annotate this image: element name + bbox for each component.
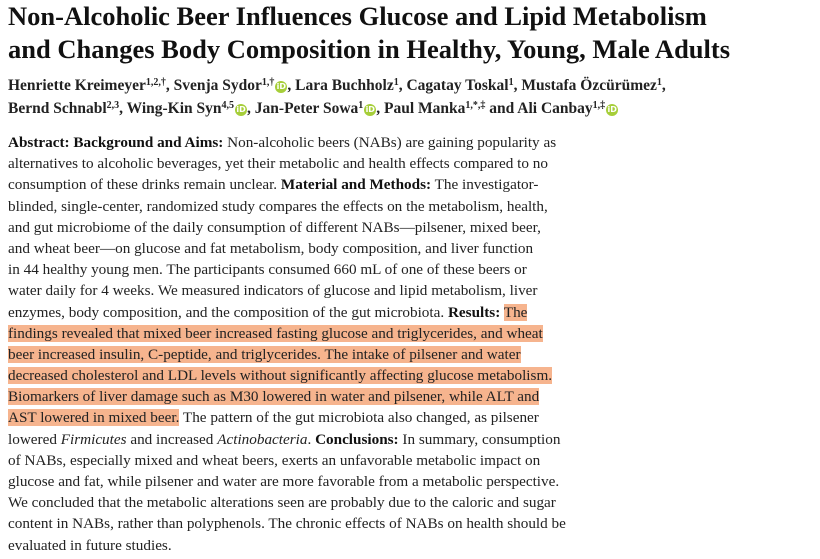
author-name: Paul Manka [384,100,466,117]
abstract-line [8,386,614,407]
abstract-text: The investigator- [431,176,539,194]
author-name: Svenja Sydor [173,77,262,94]
abstract-line: evaluated in future studies. [8,536,172,554]
orcid-icon[interactable]: iD [607,105,617,114]
highlighted-text[interactable]: The [503,303,528,321]
abstract-line [8,323,614,344]
orcid-icon[interactable]: iD [276,82,287,91]
abstract-line: glucose and fat, while pilsener and water are more favorable from a metabolic perspective. [8,473,560,490]
orcid-icon[interactable]: iD [365,105,375,114]
paper-title [8,0,818,66]
author-affiliation: 1,*,‡ [465,100,486,111]
abstract-text: Non-alcoholic beers (NABs) are gaining popularity as [223,134,557,151]
author-affiliation: 1,2,† [145,77,166,88]
taxon-name: Actinobacteria [217,430,308,448]
author-separator: , [119,100,127,117]
highlighted-text[interactable]: AST lowered in mixed beer. [8,409,180,427]
abstract-line [8,132,614,153]
author-name: Ali Canbay [517,100,593,117]
abstract-text: lowered [8,430,61,448]
abstract-line: We concluded that the metabolic alterations seen are probably due to the caloric and sugar [8,494,556,512]
author-separator: , [661,77,666,94]
abstract-text: enzymes, body composition, and the composition of the gut microbiota. [8,303,448,321]
abstract-line [8,174,614,195]
author-separator: , [165,77,174,94]
author-name: Bernd Schnabl [8,100,107,117]
abstract-text: consumption of these drinks remain unclear. [8,176,281,194]
highlighted-text[interactable]: beer increased insulin, C-peptide, and triglycerides. The intake of pilsener and water [8,345,521,363]
highlighted-text[interactable]: decreased cholesterol and LDL levels without significantly affecting glucose metabolism. [8,367,553,385]
abstract-line: water daily for 4 weeks. We measured indicators of glucose and lipid metabolism, liver [8,282,538,300]
abstract [8,132,614,556]
author-list [8,74,818,120]
title-line-1: Non-Alcoholic Beer Influences Glucose and Lipid Metabolism [8,1,707,31]
author-separator: , [376,100,385,117]
author-name: Mustafa Özcürümez [521,77,657,94]
taxon-name: Firmicutes [60,430,127,448]
abstract-line [8,365,614,386]
abstract-label: Abstract: [8,134,70,151]
highlighted-text[interactable]: findings revealed that mixed beer increased fasting glucose and triglycerides, and wheat [8,324,543,342]
abstract-line: alternatives to alcoholic beverages, yet their metabolic and health effects compared to no [8,155,548,173]
abstract-line: content in NABs, rather than polyphenols. The chronic effects of NABs on health should be [8,515,566,533]
author-separator: , [398,77,407,94]
author-affiliation: 1,† [261,77,275,88]
author-affiliation: 1 [358,100,364,111]
abstract-text: The pattern of the gut microbiota also changed, as pilsener [179,409,539,427]
author-affiliation: 1,‡ [592,100,606,111]
author-separator: and [485,100,518,117]
abstract-line: and wheat beer—on glucose and fat metabolism, body composition, and liver function [8,239,534,257]
results-label: Results: [447,303,501,321]
abstract-line: of NABs, especially mixed and wheat beers, exerts an unfavorable metabolic impact on [8,451,541,469]
abstract-line: and gut microbiome of the daily consumption of different NABs—pilsener, mixed beer, [8,218,541,236]
author-separator: , [287,77,296,94]
highlighted-text[interactable]: Biomarkers of liver damage such as M30 lowered in water and pilsener, while ALT and [8,388,540,406]
abstract-line [8,302,614,323]
orcid-icon[interactable]: iD [236,105,246,114]
abstract-line [8,344,614,365]
conclusions-label: Conclusions: [315,430,399,448]
abstract-line [8,429,614,450]
author-name: Jan-Peter Sowa [254,100,359,117]
abstract-text: . [307,430,316,448]
author-separator: , [247,100,255,117]
author-name: Henriette Kreimeyer [8,77,146,94]
author-name: Cagatay Toskal [406,77,509,94]
abstract-text: In summary, consumption [398,430,561,448]
methods-label: Material and Methods: [280,176,432,194]
abstract-text: and increased [126,430,218,448]
abstract-line: blinded, single-center, randomized study compares the effects on the metabolism, health, [8,197,548,215]
background-label: Background and Aims: [73,134,224,151]
author-affiliation: 1 [393,77,399,88]
author-name: Wing-Kin Syn [126,100,222,117]
abstract-line [8,407,614,428]
author-affiliation: 4,5 [221,100,235,111]
title-line-2: and Changes Body Composition in Healthy, Young, Male Adults [8,34,731,64]
author-separator: , [513,77,522,94]
author-name: Lara Buchholz [295,77,394,94]
author-affiliation: 1 [656,77,662,88]
abstract-line: in 44 healthy young men. The participants consumed 660 mL of one of these beers or [8,261,527,279]
author-affiliation: 2,3 [106,100,120,111]
author-affiliation: 1 [508,77,514,88]
